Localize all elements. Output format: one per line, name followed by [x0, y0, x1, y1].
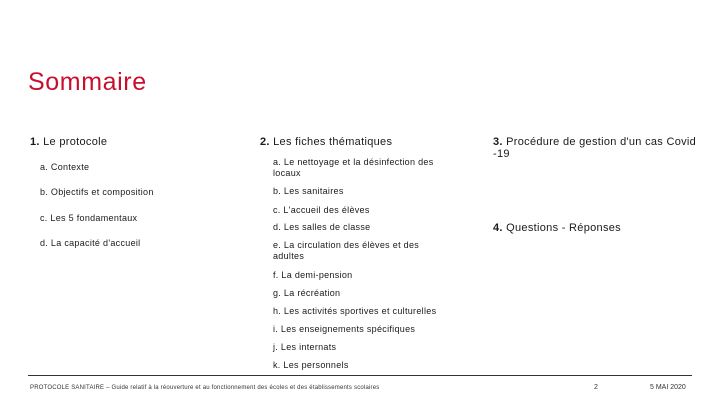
toc-item[interactable]: g. La récréation [273, 288, 341, 298]
section-number: 3. [493, 136, 503, 148]
toc-item[interactable]: d. La capacité d'accueil [40, 238, 141, 248]
footer-text: PROTOCOLE SANITAIRE – Guide relatif à la réouverture et au fonctionnement des écoles et des établissements scolaires [30, 385, 380, 391]
page-number: 2 [594, 384, 598, 391]
toc-item[interactable]: c. Les 5 fondamentaux [40, 213, 138, 223]
page-title: Sommaire [28, 68, 147, 96]
section-2-heading [260, 136, 392, 148]
section-number: 4. [493, 222, 503, 234]
section-1-heading [30, 136, 107, 148]
section-4-heading[interactable] [493, 222, 621, 234]
toc-item[interactable]: c. L'accueil des élèves [273, 205, 370, 215]
section-number: 1. [30, 136, 40, 148]
toc-item[interactable]: e. La circulation des élèves et des adultes [273, 240, 420, 261]
footer-date: 5 MAI 2020 [650, 384, 686, 391]
section-3-heading[interactable] [493, 136, 698, 160]
section-label: Les fiches thématiques [269, 136, 393, 148]
toc-item[interactable]: f. La demi-pension [273, 270, 353, 280]
section-label: Questions - Réponses [502, 222, 621, 234]
toc-item[interactable]: b. Les sanitaires [273, 186, 344, 196]
toc-item[interactable]: k. Les personnels [273, 360, 349, 370]
section-number: 2. [260, 136, 270, 148]
toc-item[interactable]: j. Les internats [273, 342, 337, 352]
toc-item[interactable]: h. Les activités sportives et culturelles [273, 306, 437, 316]
section-label: Le protocole [39, 136, 108, 148]
toc-item[interactable]: a. Le nettoyage et la désinfection des locaux [273, 157, 434, 178]
footer-divider [28, 375, 692, 376]
section-label: Procédure de gestion d'un cas Covid -19 [493, 136, 697, 160]
toc-item[interactable]: a. Contexte [40, 162, 90, 172]
toc-item[interactable]: d. Les salles de classe [273, 222, 371, 232]
toc-item[interactable]: i. Les enseignements spécifiques [273, 324, 416, 334]
toc-item[interactable]: b. Objectifs et composition [40, 187, 154, 197]
